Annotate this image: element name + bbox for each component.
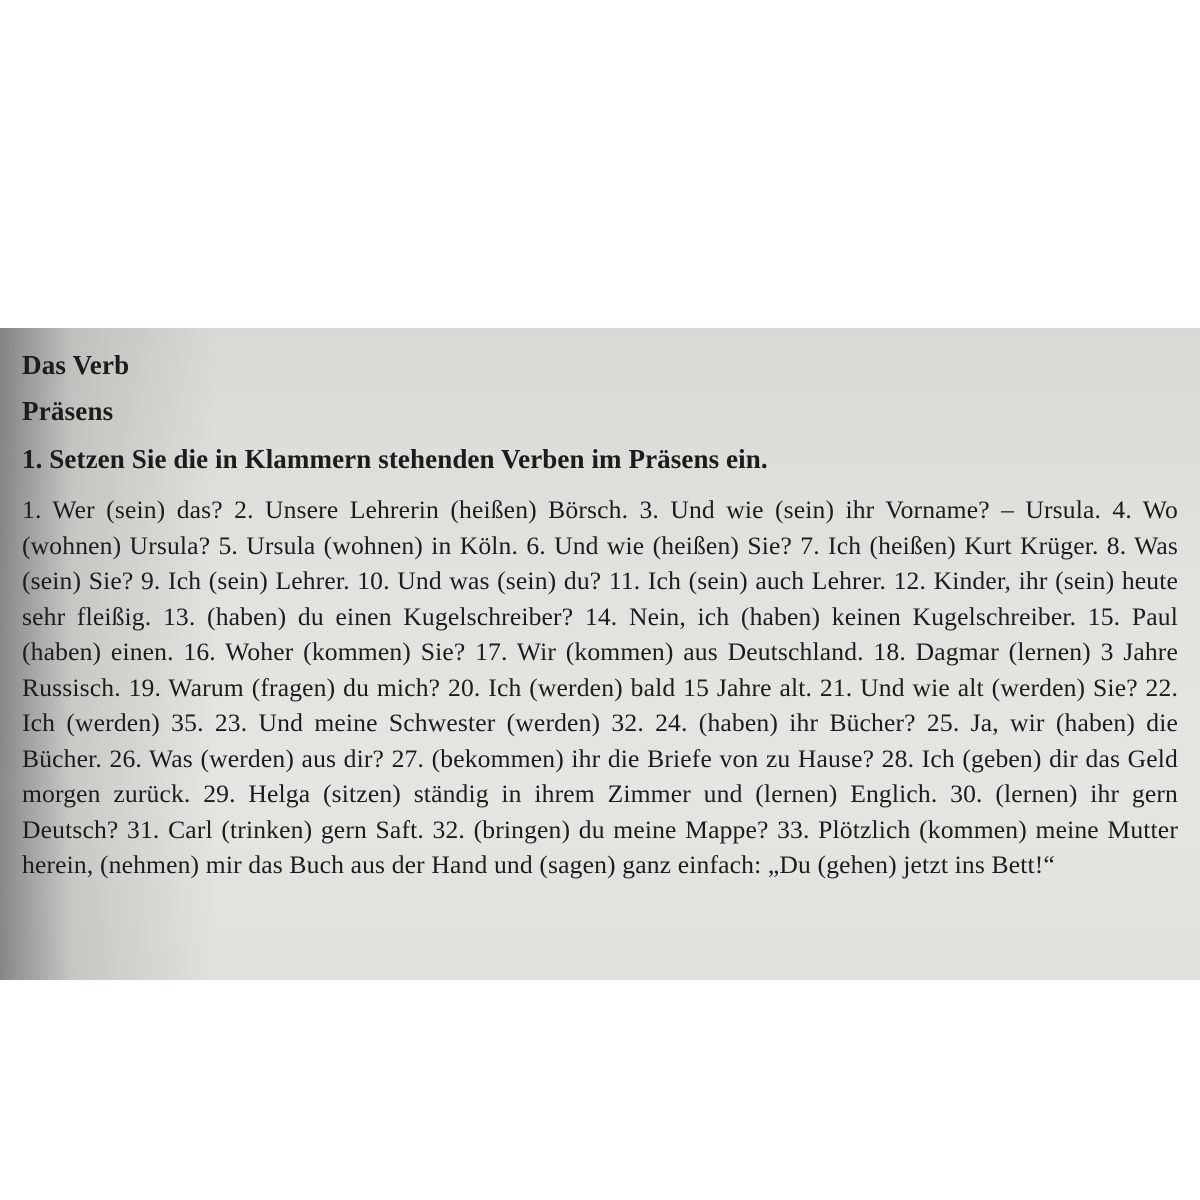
chapter-heading: Das Verb — [22, 350, 130, 380]
task-title: 1. Setzen Sie die in Klammern stehenden Verben im Präsens ein. — [22, 444, 768, 474]
section-heading: Präsens — [22, 396, 114, 426]
exercise-text: 1. Wer (sein) das? 2. Unsere Lehrerin (heißen) Börsch. 3. Und wie (sein) ihr Vorname? – Ursula. 4. Wo (wohnen) Ursula? 5. Ursula (wohnen) in Köln. 6. Und wie (heißen) Sie? 7. Ich (heißen) Kurt Krüger. 8. Was (sein) Sie? 9. Ich (sein) Lehrer. 10. Und was (sein) du? 11. Ich (sein) auch Lehrer. 12. Kinder, ihr (sein) heute sehr fleißig. 13. (haben) du einen Kugelschreiber? 14. Nein, ich (haben) keinen Kugelschreiber. 15. Paul (haben) einen. 16. Woher (kommen) Sie? 17. Wir (kommen) aus Deutschland. 18. Dagmar (lernen) 3 Jahre Russisch. 19. Warum (fragen) du mich? 20. Ich (werden) bald 15 Jahre alt. 21. Und wie alt (werden) Sie? 22. Ich (werden) 35. 23. Und meine Schwester (werden) 32. 24. (haben) ihr Bücher? 25. Ja, wir (haben) die Bücher. 26. Was (werden) aus dir? 27. (bekommen) ihr die Briefe von zu Hause? 28. Ich (geben) dir das Geld morgen zurück. 29. Helga (sitzen) ständig in ihrem Zimmer und (lernen) Englich. 30. (lernen) ihr gern Deutsch? 31. Carl (trinken) gern Saft. 32. (bringen) du meine Mappe? 33. Plötzlich (kommen) meine Mutter herein, (nehmen) mir das Buch aus der Hand und (sagen) ganz einfach: „Du (gehen) jetzt ins Bett!“ — [22, 495, 1178, 879]
textbook-photo — [0, 328, 1200, 980]
